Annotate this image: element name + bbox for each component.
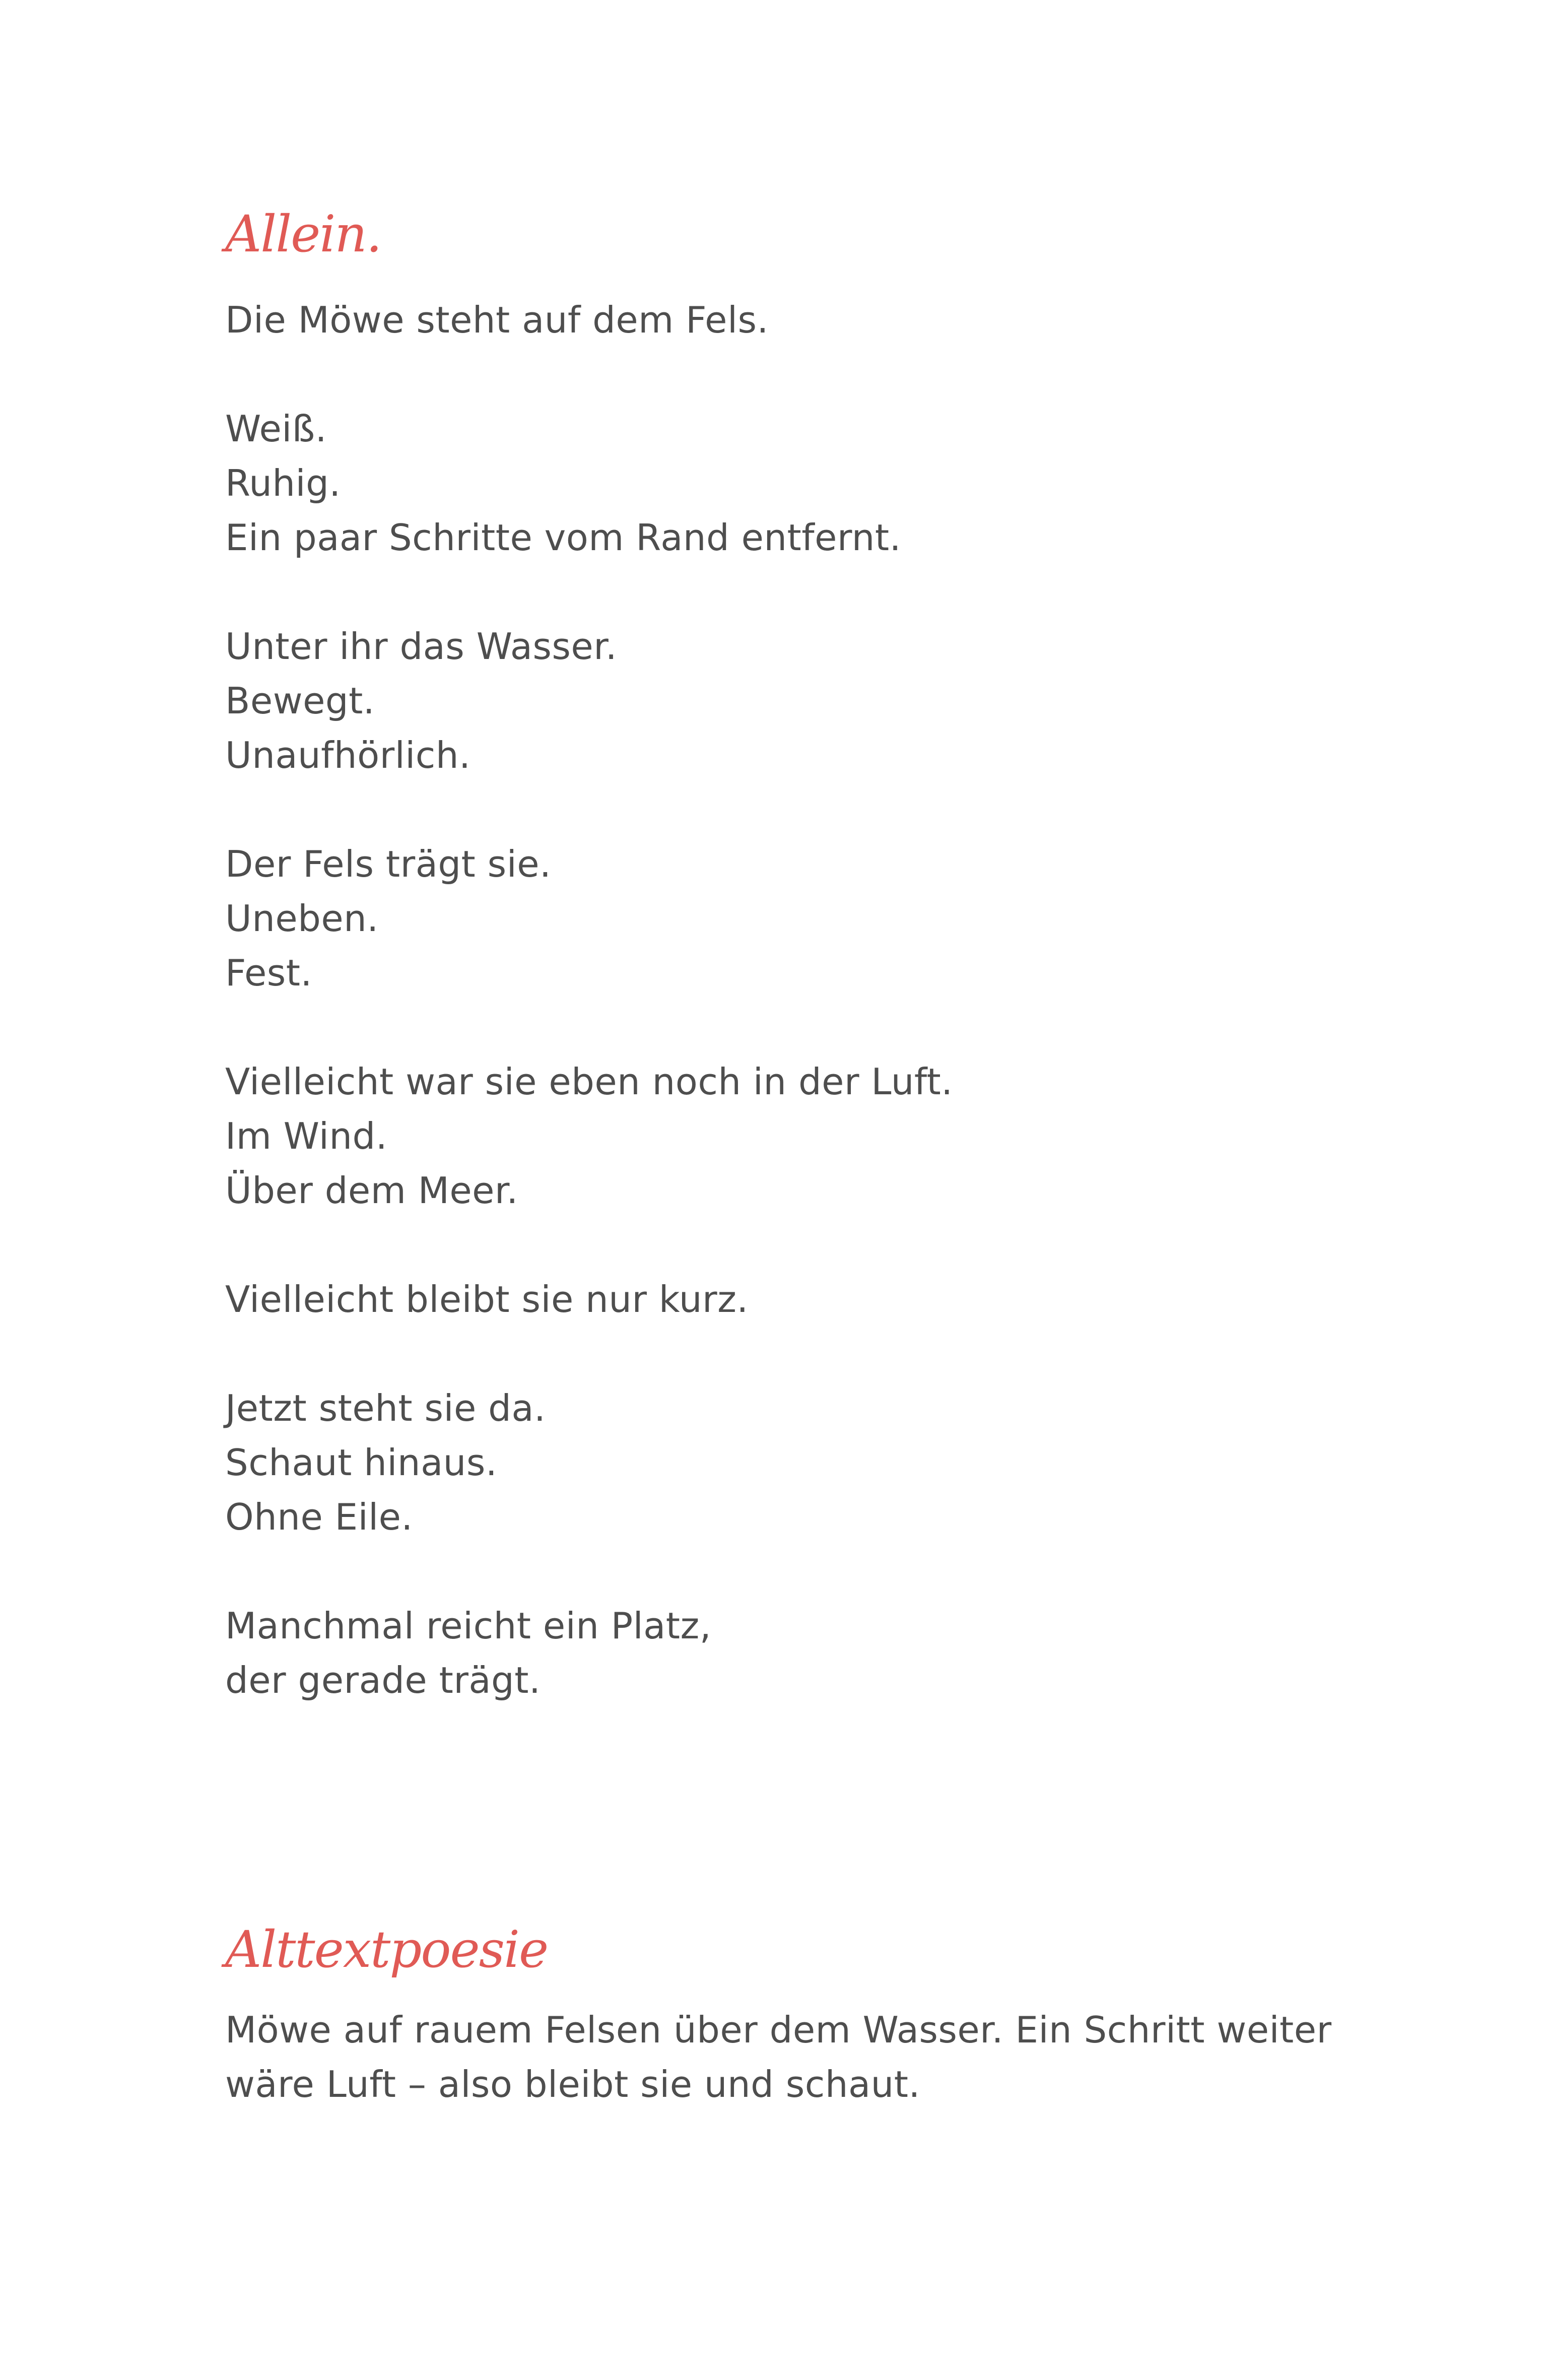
stanza	[225, 1599, 1333, 1707]
poem-line: Ruhig.	[225, 462, 341, 504]
alt-text-title: Alttextpoesie	[225, 1920, 548, 1979]
stanza	[225, 1272, 1333, 1327]
alt-text-line: wäre Luft – also bleibt sie und schaut.	[225, 2063, 920, 2105]
poem-line: Der Fels trägt sie.	[225, 843, 552, 885]
stanza	[225, 402, 1333, 565]
poem-line: Jetzt steht sie da.	[225, 1387, 546, 1429]
stanza	[225, 619, 1333, 782]
poem-line: Ein paar Schritte vom Rand entfernt.	[225, 516, 901, 559]
poem-line: Schaut hinaus.	[225, 1441, 498, 1484]
poem-line: Unter ihr das Wasser.	[225, 625, 618, 668]
poem-line: Weiß.	[225, 408, 327, 450]
poem-line: Vielleicht bleibt sie nur kurz.	[225, 1278, 749, 1320]
poem-line: Ohne Eile.	[225, 1496, 413, 1538]
poem-line: Im Wind.	[225, 1115, 388, 1157]
poem-title: Allein.	[225, 205, 381, 263]
poem-line: Fest.	[225, 952, 312, 994]
alt-text-body	[225, 2003, 1359, 2111]
poem-line: Die Möwe steht auf dem Fels.	[225, 299, 769, 341]
stanza	[225, 1054, 1333, 1218]
stanza	[225, 293, 1333, 347]
poem-line: Uneben.	[225, 897, 379, 940]
poem-body	[225, 293, 1333, 1707]
poem-line: Unaufhörlich.	[225, 734, 471, 776]
poem-line: Bewegt.	[225, 680, 375, 722]
alt-text-line: Möwe auf rauem Felsen über dem Wasser. Ein Schritt weiter	[225, 2009, 1332, 2051]
stanza	[225, 837, 1333, 1000]
stanza	[225, 1381, 1333, 1544]
poem-line: Vielleicht war sie eben noch in der Luft.	[225, 1061, 953, 1103]
poem-line: Über dem Meer.	[225, 1169, 518, 1212]
poem-line: Manchmal reicht ein Platz,	[225, 1605, 712, 1647]
poem-line: der gerade trägt.	[225, 1659, 541, 1701]
